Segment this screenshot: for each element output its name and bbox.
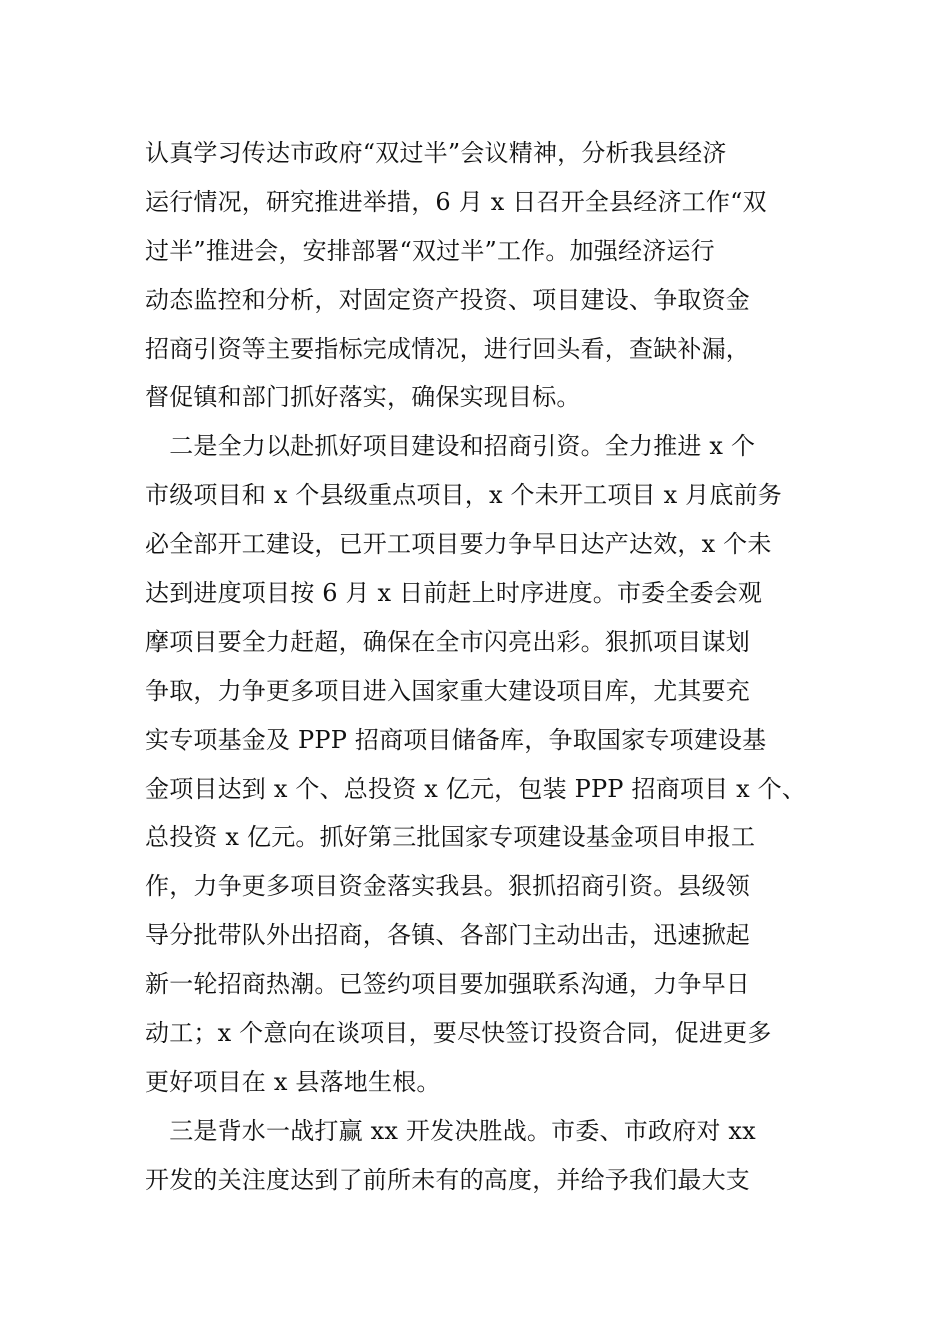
text-line: 认真学习传达市政府“双过半”会议精神，分析我县经济 <box>145 139 727 167</box>
text-line: 三是背水一战打赢 xx 开发决胜战。市委、市政府对 xx <box>145 1116 756 1145</box>
text-line: 必全部开工建设，已开工项目要力争早日达产达效，x 个未 <box>145 530 772 559</box>
text-line: 摩项目要全力赶超，确保在全市闪亮出彩。狠抓项目谋划 <box>145 627 750 656</box>
text-line: 新一轮招商热潮。已签约项目要加强联系沟通，力争早日 <box>145 970 750 999</box>
document-body <box>145 129 825 1205</box>
text-line: 金项目达到 x 个、总投资 x 亿元，包装 PPP 招商项目 x 个、 <box>145 774 807 803</box>
text-line: 更好项目在 x 县落地生根。 <box>145 1067 441 1096</box>
text-line: 动工；x 个意向在谈项目，要尽快签订投资合同，促进更多 <box>145 1019 772 1048</box>
text-line: 督促镇和部门抓好落实，确保实现目标。 <box>145 383 581 412</box>
text-line: 作，力争更多项目资金落实我县。狠抓招商引资。县级领 <box>145 872 750 901</box>
text-line: 运行情况，研究推进举措，6 月 x 日召开全县经济工作“双 <box>145 187 767 216</box>
text-line: 市级项目和 x 个县级重点项目，x 个未开工项目 x 月底前务 <box>145 481 782 510</box>
text-line: 总投资 x 亿元。抓好第三批国家专项建设基金项目申报工 <box>145 823 756 852</box>
text-line: 二是全力以赴抓好项目建设和招商引资。全力推进 x 个 <box>145 432 756 461</box>
text-line: 达到进度项目按 6 月 x 日前赶上时序进度。市委全委会观 <box>145 579 763 608</box>
text-line: 过半”推进会，安排部署“双过半”工作。加强经济运行 <box>145 236 715 265</box>
text-line: 动态监控和分析，对固定资产投资、项目建设、争取资金 <box>145 285 750 314</box>
text-line: 争取，力争更多项目进入国家重大建设项目库，尤其要充 <box>145 676 750 705</box>
text-line: 实专项基金及 PPP 招商项目储备库，争取国家专项建设基 <box>145 725 767 754</box>
text-line: 导分批带队外出招商，各镇、各部门主动出击，迅速掀起 <box>145 921 750 950</box>
text-line: 招商引资等主要指标完成情况，进行回头看，查缺补漏， <box>145 334 750 363</box>
text-line: 开发的关注度达到了前所未有的高度，并给予我们最大支 <box>145 1165 750 1194</box>
